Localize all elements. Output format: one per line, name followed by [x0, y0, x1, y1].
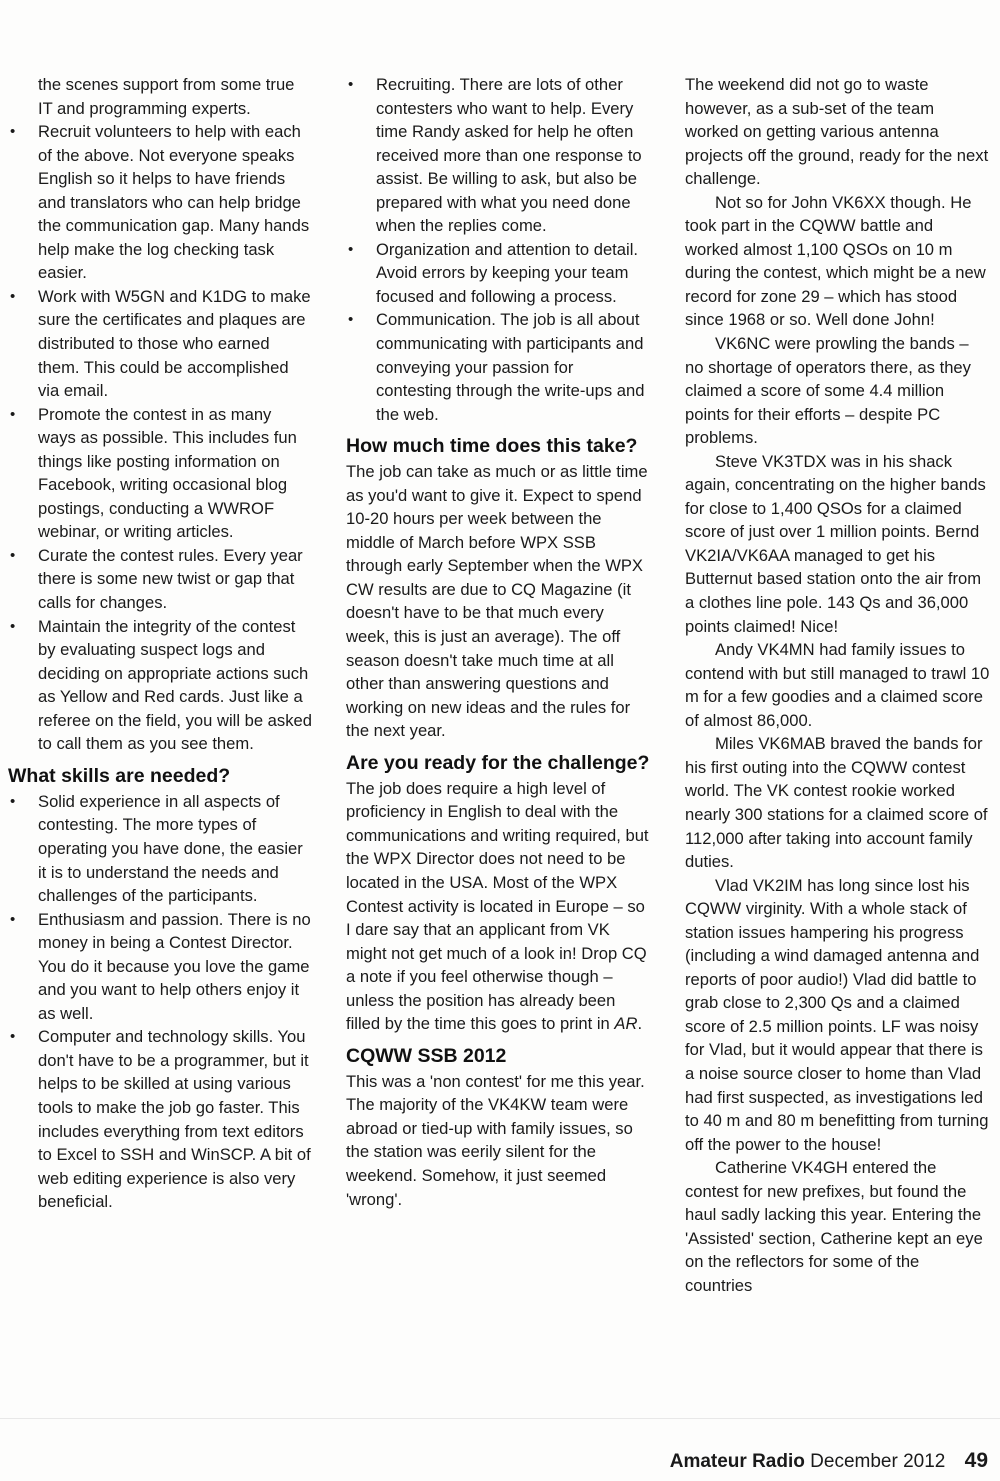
scan-edge-line — [0, 1418, 1000, 1419]
paragraph: Steve VK3TDX was in his shack again, concentrating on the higher bands for close to 1,400 QSOs for a claimed score of just over 1 million points. Bernd VK2IA/VK6AA managed to get his Butternut based station onto the air from a clothes line pole. 143 Qs and 36,000 points claimed! Nice! — [685, 451, 986, 636]
heading-time: How much time does this take? — [346, 435, 638, 458]
heading-ready: Are you ready for the challenge? — [346, 751, 650, 774]
issue-date: December 2012 — [810, 1451, 946, 1472]
paragraph: Vlad VK2IM has long since lost his CQWW virginity. With a whole stack of station issues hampering his progress (including a wind damaged antenna and reports of poor audio!) Vlad did battle to grab close to 2,300 Qs and a claimed score of 2.5 million points. LF was noisy for Vlad, but it would appear that there is a noise source closer to home than Vlad had first suspected, as investigations led to 40 m and 80 m benefitting from turning off the power to the house! — [685, 875, 989, 1154]
list-item: • Solid experience in all aspects of contesting. The more types of operating you have done, the easier it is to understand the needs and challenges of the participants. — [8, 790, 313, 908]
list-item: • Curate the contest rules. Every year there is some new twist or gap that calls for changes. — [8, 544, 313, 615]
paragraph: VK6NC were prowling the bands – no shortage of operators there, as they claimed a score of some 4.4 million points for their efforts – despite PC problems. — [685, 334, 971, 448]
skills-list — [8, 790, 313, 1214]
paragraph: Andy VK4MN had family issues to contend with but still managed to trawl 10 m for a few goodies and a claimed score of almost 86,000. — [685, 640, 990, 730]
intro-paragraph: the scenes support from some true IT and programming experts. — [38, 75, 295, 118]
list-item: • Computer and technology skills. You don't have to be a programmer, but it helps to be skilled at using various tools to make the job go faster. This includes everything from text editors to Excel to SSH and WinSCP. A bit of web editing experience is also very beneficial. — [8, 1025, 313, 1213]
column-2 — [346, 73, 650, 1211]
ready-end: . — [637, 1014, 643, 1034]
list-item: • Recruiting. There are lots of other contesters who want to help. Every time Randy asked for help he often received more than one response to assist. Be willing to ask, but also be prepared with what you need done when the replies come. — [346, 73, 650, 238]
list-item: • Communication. The job is all about communicating with participants and conveying your passion for contesting through the write-ups and the web. — [346, 308, 650, 426]
ar-italic: AR — [614, 1014, 638, 1034]
page-footer — [670, 1449, 988, 1474]
list-item: • Maintain the integrity of the contest by evaluating suspect logs and deciding on appropriate actions such as Yellow and Red cards. Just like a referee on the field, you will be asked to call them as you see them. — [8, 615, 313, 756]
paragraph: Not so for John VK6XX though. He took part in the CQWW battle and worked almost 1,100 QSOs on 10 m during the contest, which might be a new record for zone 29 – which has stood since 1968 or so. Well done John! — [685, 192, 986, 330]
paragraph: Catherine VK4GH entered the contest for new prefixes, but found the haul sadly lacking this year. Entering the 'Assisted' section, Catherine kept an eye on the reflectors for some of the countries — [685, 1158, 983, 1295]
list-item: • Organization and attention to detail. Avoid errors by keeping your team focused and following a process. — [346, 238, 650, 309]
list-item: • Promote the contest in as many ways as possible. This includes fun things like posting information on Facebook, writing occasional blog postings, conducting a WWROF webinar, or writing articles. — [8, 403, 313, 544]
list-item: • Work with W5GN and K1DG to make sure the certificates and plaques are distributed to those who earned them. This could be accomplished via email. — [8, 285, 313, 403]
ready-text: The job does require a high level of proficiency in English to deal with the communications and writing required, but the WPX Director does not need to be located in the USA. Most of the WPX Contest activity is located in Europe – so I dare say that an applicant from VK might not get much of a look in! Drop CQ a note if you feel otherwise though – unless the position has already been filled by the time this goes to print in — [346, 778, 649, 1034]
column-3 — [685, 73, 991, 1297]
paragraph: The weekend did not go to waste however, as a sub-set of the team worked on getting various antenna projects off the ground, ready for the next challenge. — [685, 75, 989, 189]
ready-paragraph — [346, 777, 650, 1036]
heading-skills: What skills are needed? — [8, 764, 231, 787]
paragraph: Miles VK6MAB braved the bands for his first outing into the CQWW contest world. The VK contest rookie worked nearly 300 stations for a claimed score of 112,000 after taking into account family duties. — [685, 734, 988, 872]
column-1 — [8, 73, 313, 1214]
page-number: 49 — [964, 1449, 988, 1472]
duties-list — [8, 120, 313, 756]
heading-cqww: CQWW SSB 2012 — [346, 1044, 507, 1067]
list-item: • Enthusiasm and passion. There is no money in being a Contest Director. You do it because you love the game and you want to help others enjoy it as well. — [8, 908, 313, 1026]
qualities-list — [346, 73, 650, 426]
list-item: • Recruit volunteers to help with each of the above. Not everyone speaks English so it helps to have friends and translators who can help bridge the communication gap. Many hands help make the log checking task easier. — [8, 120, 313, 285]
time-paragraph: The job can take as much or as little time as you'd want to give it. Expect to spend 10-20 hours per week between the middle of March before WPX SSB through early September when the WPX CW results are due to CQ Magazine (it doesn't have to be that much every week, this is just an average). The off season doesn't take much time at all other than answering questions and working on new ideas and the rules for the next year. — [346, 462, 648, 741]
cqww-paragraph: This was a 'non contest' for me this year. The majority of the VK4KW team were abroad or tied-up with family issues, so the station was eerily silent for the weekend. Somehow, it just seemed 'wrong'. — [346, 1071, 645, 1209]
magazine-name: Amateur Radio — [669, 1451, 805, 1472]
